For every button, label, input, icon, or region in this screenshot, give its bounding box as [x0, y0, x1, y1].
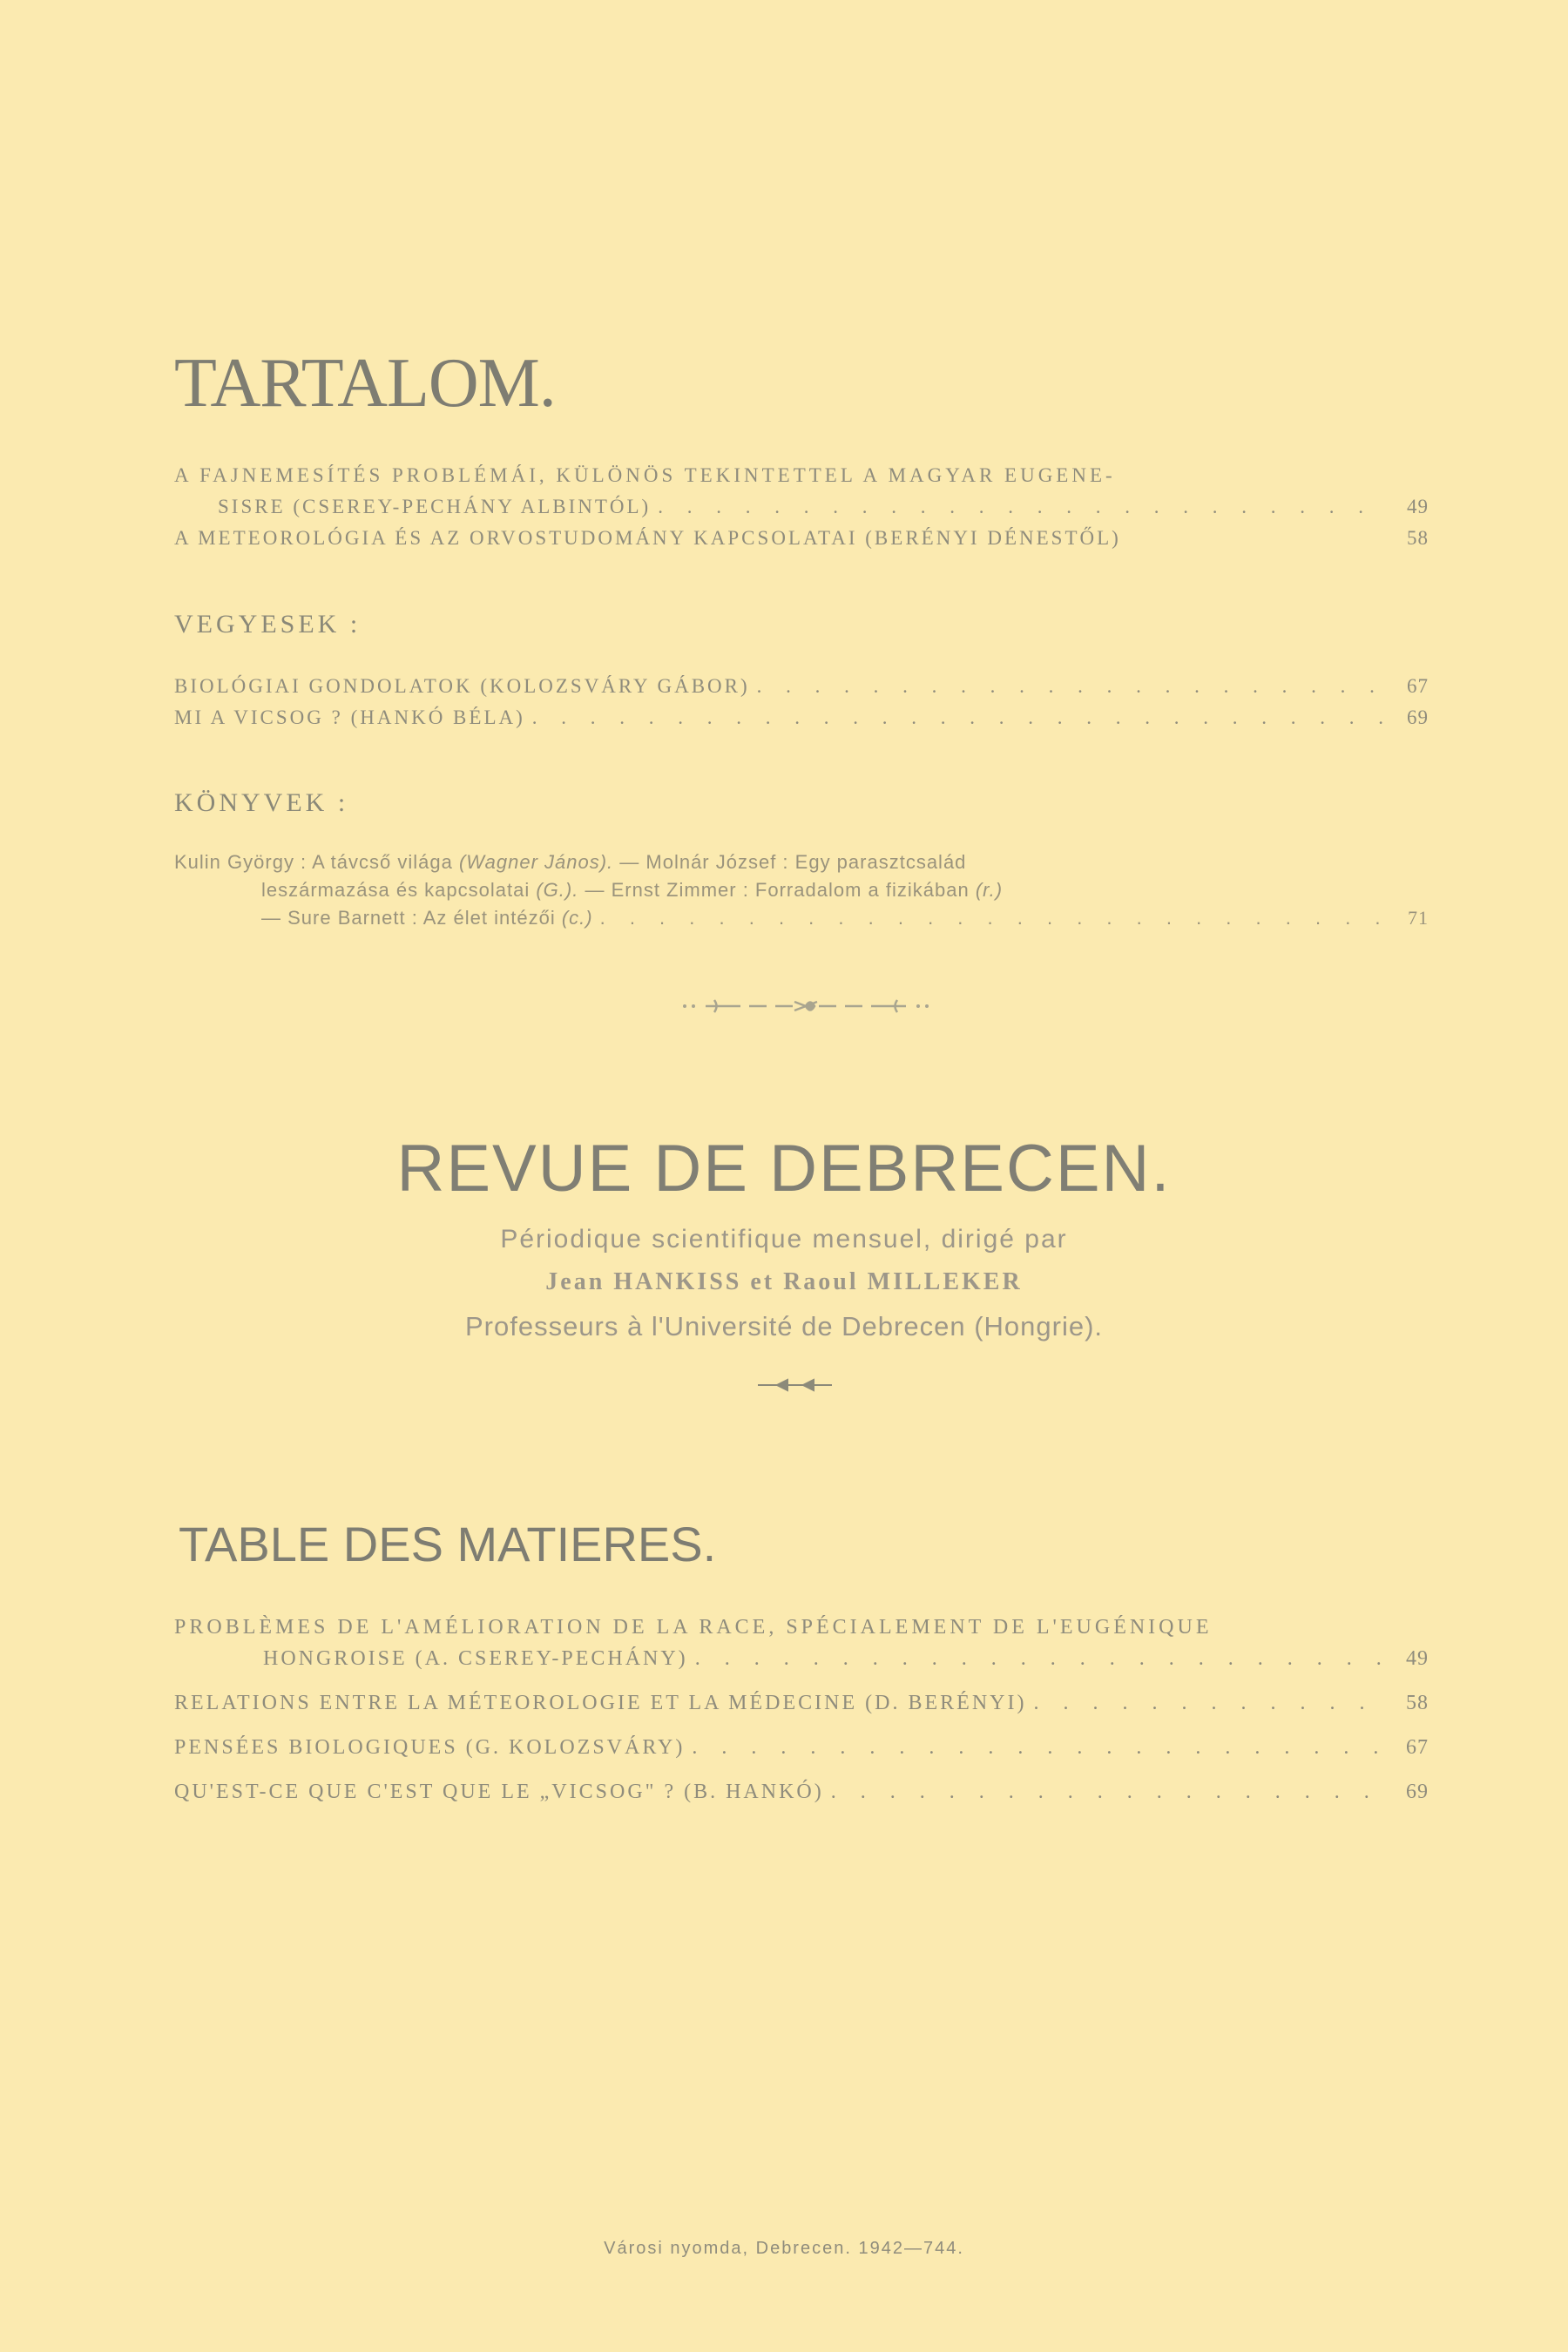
- tdm-entry-3-page: 67: [1406, 1736, 1429, 1759]
- table-des-matieres-list: [174, 1612, 1429, 1808]
- vegyesek-entry-1-page: 67: [1407, 675, 1429, 697]
- table-des-matieres-title: TABLE DES MATIERES.: [179, 1517, 717, 1571]
- dot-leader: [695, 1643, 1389, 1674]
- toc-entry-1-line1: A FAJNEMESÍTÉS PROBLÉMÁI, KÜLÖNÖS TEKINTETTEL A MAGYAR EUGENE-: [174, 464, 1116, 486]
- dot-leader: [532, 702, 1389, 733]
- dot-leader: [692, 1732, 1389, 1763]
- dot-leader: [1033, 1687, 1389, 1719]
- konyvek-line-1: [174, 848, 1429, 876]
- tartalom-list: [174, 460, 1429, 554]
- tdm-entry-1-line1: PROBLÈMES DE L'AMÉLIORATION DE LA RACE, SPÉCIALEMENT DE L'EUGÉNIQUE: [174, 1616, 1213, 1639]
- toc-entry-1-page: 49: [1407, 496, 1429, 517]
- tdm-entry-3-text: PENSÉES BIOLOGIQUES (G. KOLOZSVÁRY): [174, 1736, 686, 1759]
- tdm-entry-4-text: QU'EST-CE QUE C'EST QUE LE „VICSOG" ? (B. HANKÓ): [174, 1781, 824, 1803]
- tdm-entry-1-line2: HONGROISE (A. CSEREY-PECHÁNY): [263, 1647, 688, 1670]
- dot-leader: [658, 491, 1389, 523]
- revue-title: REVUE DE DEBRECEN.: [396, 1132, 1172, 1206]
- konyvek-line1-c: — Molnár József : Egy parasztcsalád: [613, 851, 967, 873]
- dot-leader: [757, 671, 1389, 702]
- tdm-entry-4-page: 69: [1406, 1781, 1429, 1803]
- dot-leader: [831, 1776, 1389, 1808]
- tdm-entry-1-page: 49: [1406, 1647, 1429, 1670]
- konyvek-line-3: [174, 904, 1429, 932]
- tdm-entry-4: [174, 1776, 1429, 1808]
- tdm-entry-3: [174, 1732, 1429, 1763]
- vegyesek-entry-2-page: 69: [1407, 706, 1429, 728]
- konyvek-line2-d: (r.): [975, 879, 1004, 901]
- tdm-entry-1: [174, 1643, 1429, 1674]
- vegyesek-heading: VEGYESEK :: [174, 610, 362, 639]
- vegyesek-list: [174, 671, 1429, 733]
- toc-entry-2: [174, 523, 1429, 554]
- arrow-ornament-icon: [758, 1376, 836, 1394]
- revue-editors: Jean HANKISS et Raoul MILLEKER: [545, 1268, 1023, 1295]
- konyvek-line2-b: (G.).: [536, 879, 579, 901]
- toc-entry-2-page: 58: [1407, 527, 1429, 549]
- konyvek-line1-b: (Wagner János).: [458, 851, 614, 873]
- dot-leader: [600, 904, 1389, 932]
- tartalom-title: TARTALOM.: [174, 345, 556, 422]
- konyvek-line2-a: leszármazása és kapcsolatai: [261, 879, 537, 901]
- vegyesek-entry-2: [174, 702, 1429, 733]
- toc-entry-1: [174, 491, 1429, 523]
- toc-entry-2-text: A METEOROLÓGIA ÉS AZ ORVOSTUDOMÁNY KAPCSOLATAI (BERÉNYI DÉNESTŐL): [174, 527, 1121, 549]
- tdm-entry-2: [174, 1687, 1429, 1719]
- konyvek-line3-a: — Sure Barnett : Az élet intézői: [261, 907, 562, 929]
- konyvek-line2-c: — Ernst Zimmer : Forradalom a fizikában: [578, 879, 976, 901]
- konyvek-line-2: [174, 876, 1429, 904]
- konyvek-line3-b: (c.): [561, 907, 593, 929]
- vegyesek-entry-1-text: BIOLÓGIAI GONDOLATOK (KOLOZSVÁRY GÁBOR): [174, 675, 750, 697]
- tdm-entry-2-page: 58: [1406, 1692, 1429, 1714]
- revue-subtitle: Périodique scientifique mensuel, dirigé par: [500, 1225, 1068, 1254]
- tdm-entry-2-text: RELATIONS ENTRE LA MÉTEOROLOGIE ET LA MÉDECINE (D. BERÉNYI): [174, 1692, 1027, 1714]
- toc-entry-1-line2: SISRE (CSEREY-PECHÁNY ALBINTÓL): [218, 496, 652, 517]
- konyvek-line1-a: Kulin György : A távcső világa: [174, 851, 459, 873]
- konyvek-heading: KÖNYVEK :: [174, 788, 349, 817]
- revue-affiliation: Professeurs à l'Université de Debrecen (Hongrie).: [464, 1311, 1104, 1342]
- printer-imprint: Városi nyomda, Debrecen. 1942—744.: [604, 2239, 964, 2258]
- vegyesek-entry-1: [174, 671, 1429, 702]
- ornament-divider-icon: [679, 993, 932, 1019]
- vegyesek-entry-2-text: MI A VICSOG ? (HANKÓ BÉLA): [174, 706, 525, 728]
- konyvek-list: [174, 848, 1429, 932]
- konyvek-page: 71: [1408, 907, 1429, 929]
